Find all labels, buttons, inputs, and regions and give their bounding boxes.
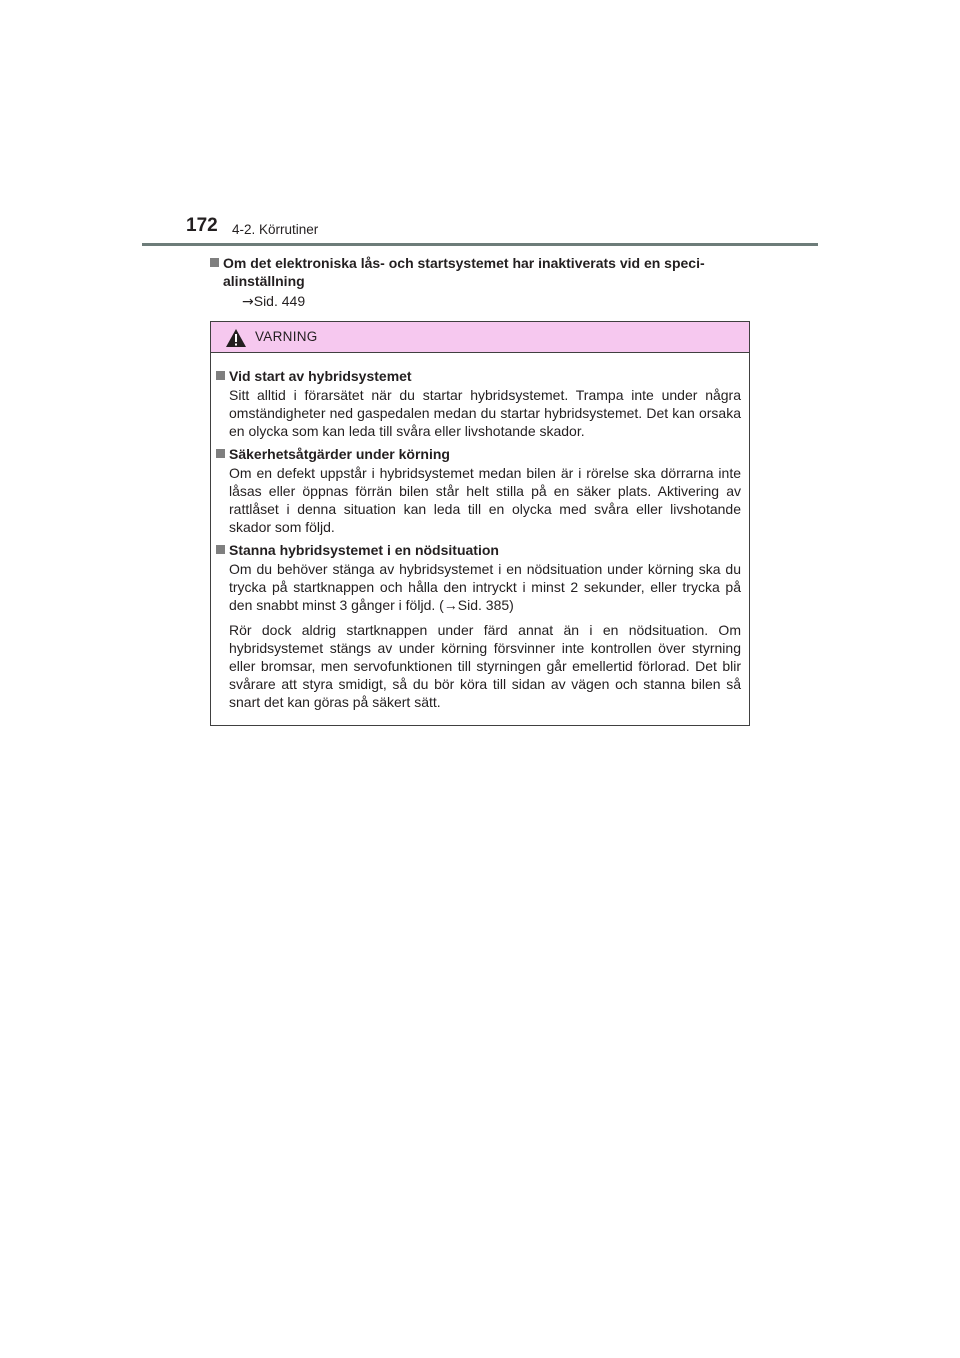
warning-item-heading-text: Stanna hybridsystemet i en nödsituation bbox=[229, 542, 499, 558]
warning-triangle-icon bbox=[225, 328, 247, 348]
square-bullet-icon bbox=[216, 449, 225, 458]
warning-paragraph: Sitt alltid i förarsätet när du startar hybridsystemet. Trampa inte under några omständigheter ned gaspedalen medan du startar hybridsystemet. Det kan orsaka en olycka som kan leda till svåra eller livshotande skador. bbox=[229, 387, 741, 439]
page-header bbox=[186, 214, 818, 244]
intro-section bbox=[210, 254, 750, 311]
square-bullet-icon bbox=[216, 371, 225, 380]
intro-heading-text-cont: alinställning bbox=[223, 273, 305, 289]
section-title: 4-2. Körrutiner bbox=[232, 222, 319, 237]
intro-heading bbox=[210, 254, 750, 290]
arrow-right-icon: → bbox=[242, 294, 254, 310]
square-bullet-icon bbox=[216, 545, 225, 554]
warning-item bbox=[216, 541, 741, 711]
page-reference[interactable] bbox=[242, 292, 750, 311]
warning-header bbox=[211, 322, 749, 353]
warning-item-heading-text: Säkerhetsåtgärder under körning bbox=[229, 446, 450, 462]
warning-body bbox=[211, 353, 749, 711]
page-reference-text: Sid. 449 bbox=[253, 293, 306, 309]
warning-item bbox=[216, 367, 741, 440]
warning-item-heading bbox=[216, 445, 741, 463]
warning-label: VARNING bbox=[255, 329, 318, 344]
warning-item bbox=[216, 445, 741, 536]
warning-item-heading bbox=[216, 541, 741, 559]
warning-paragraph: Om du behöver stänga av hybridsystemet i en nödsituation under körning ska du trycka på startknappen och hålla den intryckt i minst 2 sekunder, eller trycka på den snabbt minst 3 gånger i följd. (→Sid. 385) bbox=[229, 561, 741, 613]
warning-item-heading-text: Vid start av hybridsystemet bbox=[229, 368, 412, 384]
intro-heading-text: Om det elektroniska lås- och startsystemet har inaktiverats vid en speci- bbox=[223, 255, 705, 271]
header-divider bbox=[142, 243, 818, 246]
warning-paragraph: Om en defekt uppstår i hybridsystemet medan bilen är i rörelse ska dörrarna inte låsas eller öppnas förrän bilen står helt stilla på en säker plats. Aktivering av rattlåset i denna situation kan leda till en olycka med svåra eller livshotande skador som följd. bbox=[229, 465, 741, 535]
warning-item-heading bbox=[216, 367, 741, 385]
warning-paragraph: Rör dock aldrig startknappen under färd annat än i en nödsituation. Om hybridsystemet stängs av under körning försvinner inte kontrollen över styrning eller bromsar, men servofunktionen till styrningen går emellertid förlorad. Det blir svårare att styra smidigt, så du bör köra till sidan av vägen och stanna bilen så snart det kan göras på säkert sätt. bbox=[229, 622, 741, 710]
square-bullet-icon bbox=[210, 258, 219, 267]
page-number: 172 bbox=[186, 215, 218, 236]
warning-box bbox=[210, 321, 750, 726]
